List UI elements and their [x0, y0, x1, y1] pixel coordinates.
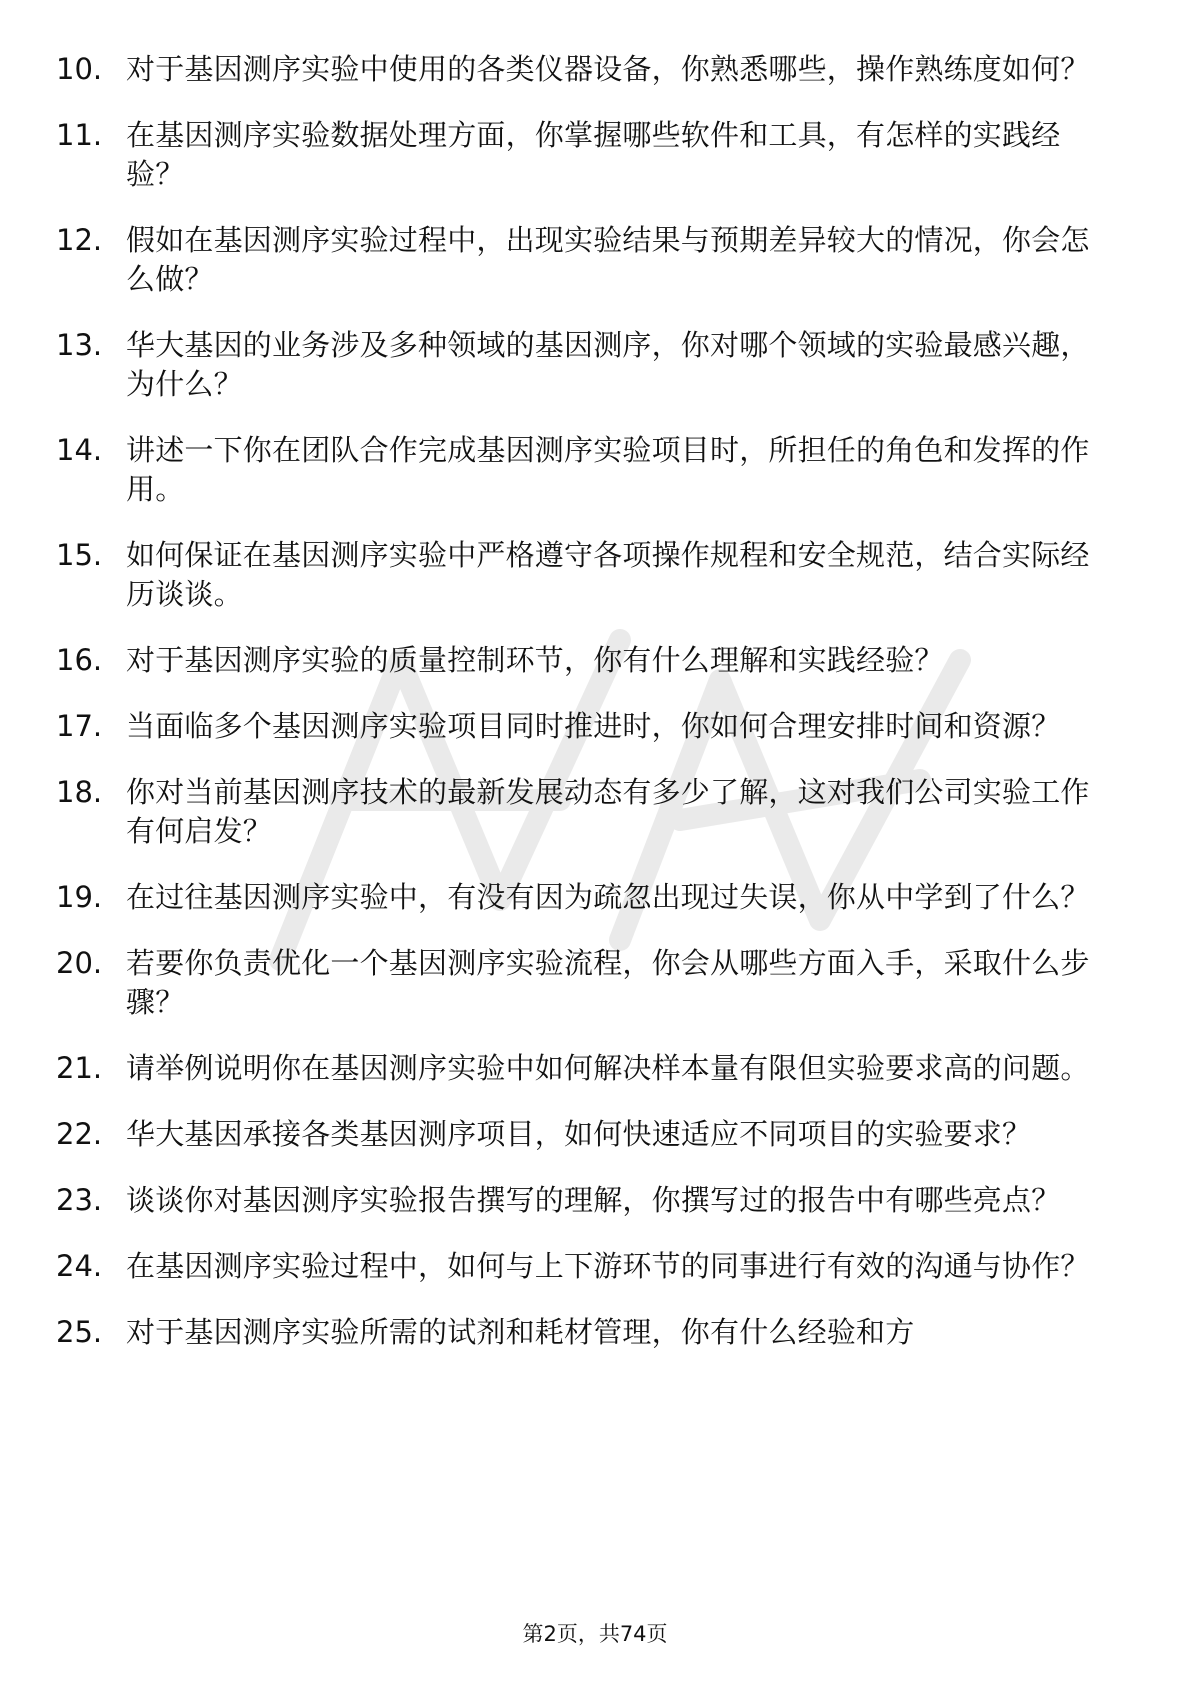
list-item — [56, 1313, 1106, 1352]
question-number: 24. — [56, 1249, 103, 1283]
list-item — [56, 773, 1106, 851]
list-item — [56, 878, 1106, 917]
question-number: 13. — [56, 328, 103, 362]
question-number: 23. — [56, 1183, 103, 1217]
question-number: 22. — [56, 1117, 103, 1151]
question-text: 对于基因测序实验的质量控制环节，你有什么理解和实践经验？ — [126, 643, 944, 677]
list-item — [56, 221, 1106, 299]
list-item — [56, 1049, 1106, 1088]
question-number: 21. — [56, 1051, 103, 1085]
question-number: 12. — [56, 223, 103, 257]
list-item — [56, 116, 1106, 194]
question-number: 17. — [56, 709, 103, 743]
list-item — [56, 50, 1106, 89]
question-number: 18. — [56, 775, 103, 809]
question-text: 若要你负责优化一个基因测序实验流程，你会从哪些方面入手，采取什么步骤？ — [126, 946, 1090, 1019]
question-text: 对于基因测序实验中使用的各类仪器设备，你熟悉哪些，操作熟练度如何？ — [126, 52, 1090, 86]
list-item — [56, 326, 1106, 404]
question-number: 19. — [56, 880, 103, 914]
question-text: 请举例说明你在基因测序实验中如何解决样本量有限但实验要求高的问题。 — [126, 1051, 1090, 1085]
page-number: 第2页，共74页 — [522, 1622, 668, 1646]
list-item — [56, 431, 1106, 509]
question-number: 11. — [56, 118, 103, 152]
question-text: 当面临多个基因测序实验项目同时推进时，你如何合理安排时间和资源？ — [126, 709, 1061, 743]
question-text: 谈谈你对基因测序实验报告撰写的理解，你撰写过的报告中有哪些亮点？ — [126, 1183, 1061, 1217]
question-text: 在基因测序实验数据处理方面，你掌握哪些软件和工具，有怎样的实践经验？ — [126, 118, 1061, 191]
list-item — [56, 707, 1106, 746]
question-number: 10. — [56, 52, 103, 86]
question-text: 讲述一下你在团队合作完成基因测序实验项目时，所担任的角色和发挥的作用。 — [126, 433, 1090, 506]
question-number: 25. — [56, 1315, 103, 1349]
list-item — [56, 1247, 1106, 1286]
question-text: 如何保证在基因测序实验中严格遵守各项操作规程和安全规范，结合实际经历谈谈。 — [126, 538, 1090, 611]
question-text: 华大基因的业务涉及多种领域的基因测序，你对哪个领域的实验最感兴趣，为什么？ — [126, 328, 1090, 401]
question-number: 15. — [56, 538, 103, 572]
question-text: 对于基因测序实验所需的试剂和耗材管理，你有什么经验和方 — [126, 1315, 915, 1349]
question-number: 14. — [56, 433, 103, 467]
question-text: 你对当前基因测序技术的最新发展动态有多少了解，这对我们公司实验工作有何启发？ — [126, 775, 1090, 848]
list-item — [56, 944, 1106, 1022]
list-item — [56, 1181, 1106, 1220]
question-text: 在基因测序实验过程中，如何与上下游环节的同事进行有效的沟通与协作？ — [126, 1249, 1090, 1283]
question-list — [56, 50, 1106, 1379]
list-item — [56, 641, 1106, 680]
question-text: 假如在基因测序实验过程中，出现实验结果与预期差异较大的情况，你会怎么做？ — [126, 223, 1090, 296]
list-item — [56, 536, 1106, 614]
question-number: 16. — [56, 643, 103, 677]
question-text: 华大基因承接各类基因测序项目，如何快速适应不同项目的实验要求？ — [126, 1117, 1032, 1151]
list-item — [56, 1115, 1106, 1154]
question-text: 在过往基因测序实验中，有没有因为疏忽出现过失误，你从中学到了什么？ — [126, 880, 1090, 914]
question-number: 20. — [56, 946, 103, 980]
